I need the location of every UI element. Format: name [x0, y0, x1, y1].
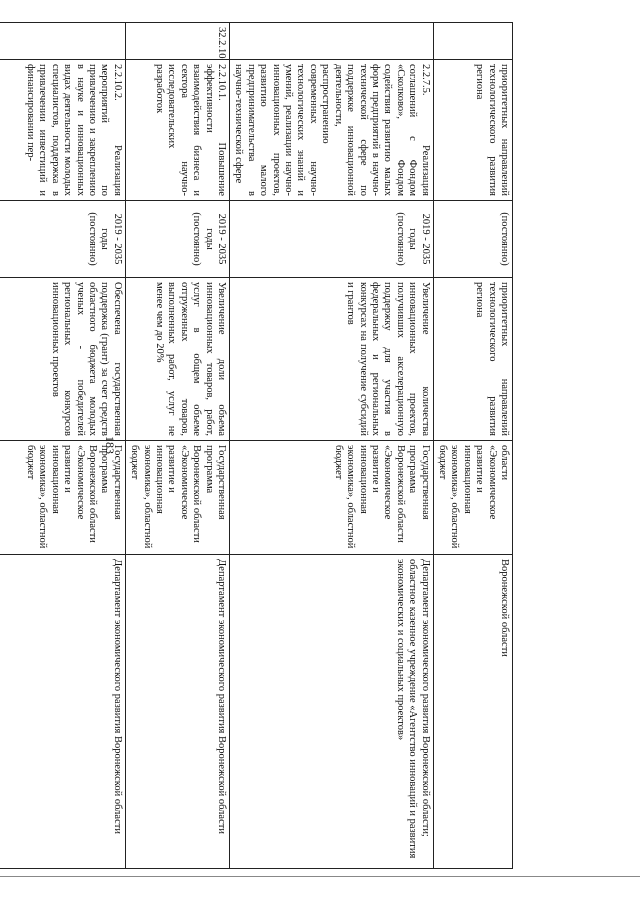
program-cell: области «Экономическое развитие и инновационная экономика», областной бюджет	[433, 441, 512, 555]
row-number-cell	[0, 23, 125, 60]
result-cell: приоритетных направлений технологического развития региона	[433, 278, 512, 441]
page-number: 183	[103, 436, 117, 454]
rotated-page-content	[24, 22, 513, 868]
period-cell: 2019 - 2035 годы (постоянно)	[0, 201, 125, 278]
period-cell: (постоянно)	[433, 201, 512, 278]
measure-cell: 2.2.10.2. Реализация мероприятий по привлечению и закреплению в науке и инновационных видах деятельности молодых специалистов, поддержка в привлечении инвестиций и финансировании пер-	[0, 60, 125, 201]
result-cell: Увеличение доли объема инновационных товаров, работ, услуг в общем объеме отгруженных товаров, выполненных работ, услуг не менее чем до 20%	[125, 278, 229, 441]
row-number-cell	[433, 23, 512, 60]
row-number-cell: 32.2.10	[125, 23, 229, 60]
row-number-cell	[230, 23, 434, 60]
program-cell: Государственная программа Воронежской области «Экономическое развитие и инновационная экономика», областной бюджет	[125, 441, 229, 555]
page-bottom-rule	[0, 876, 640, 877]
measures-table	[0, 22, 513, 869]
executor-cell: Воронежской области	[433, 555, 512, 869]
executor-cell: Департамент экономического развития Воронежской области	[0, 555, 125, 869]
period-cell: 2019 - 2035 годы (постоянно)	[125, 201, 229, 278]
executor-cell: Департамент экономического развития Воронежской области	[125, 555, 229, 869]
executor-cell: Департамент экономического развития Воронежской области; областное казенное учреждение «Агентство инноваций и развития экономических и социальных проектов»	[230, 555, 434, 869]
result-cell: Обеспечена государственная поддержка (грант) за счет средств областного бюджета молодых ученых - победителей региональных конкурсов инновационных проектов	[0, 278, 125, 441]
table-row	[0, 23, 125, 869]
measure-cell: приоритетных направлений технологического развития региона	[433, 60, 512, 201]
measure-cell: 2.2.10.1. Повышение эффективности взаимодействия бизнеса и сектора научно-исследовательских разработок	[125, 60, 229, 201]
program-cell: Государственная программа Воронежской области «Экономическое развитие и инновационная экономика», областной бюджет	[230, 441, 434, 555]
period-cell: 2019 - 2035 годы (постоянно)	[230, 201, 434, 278]
table-row	[433, 23, 512, 869]
table-row	[125, 23, 229, 869]
table-row	[230, 23, 434, 869]
result-cell: Увеличение количества инновационных проектов, получивших акселерационную поддержку для участия в федеральных и региональных конкурсах на получение субсидий и грантов	[230, 278, 434, 441]
measure-cell: 2.2.7.5. Реализация соглашений с Фондом «Сколково», Фондом содействия развитию малых форм предприятий в научно-технической сфере по поддержке инновационной деятельности, распространению современных научно-технологических знаний и умений, реализации научно-инновационных проектов, развитию малого предпринимательства в научно-технической сфере	[230, 60, 434, 201]
program-cell: Государственная программа Воронежской области «Экономическое развитие и инновационная экономика», областной бюджет	[0, 441, 125, 555]
